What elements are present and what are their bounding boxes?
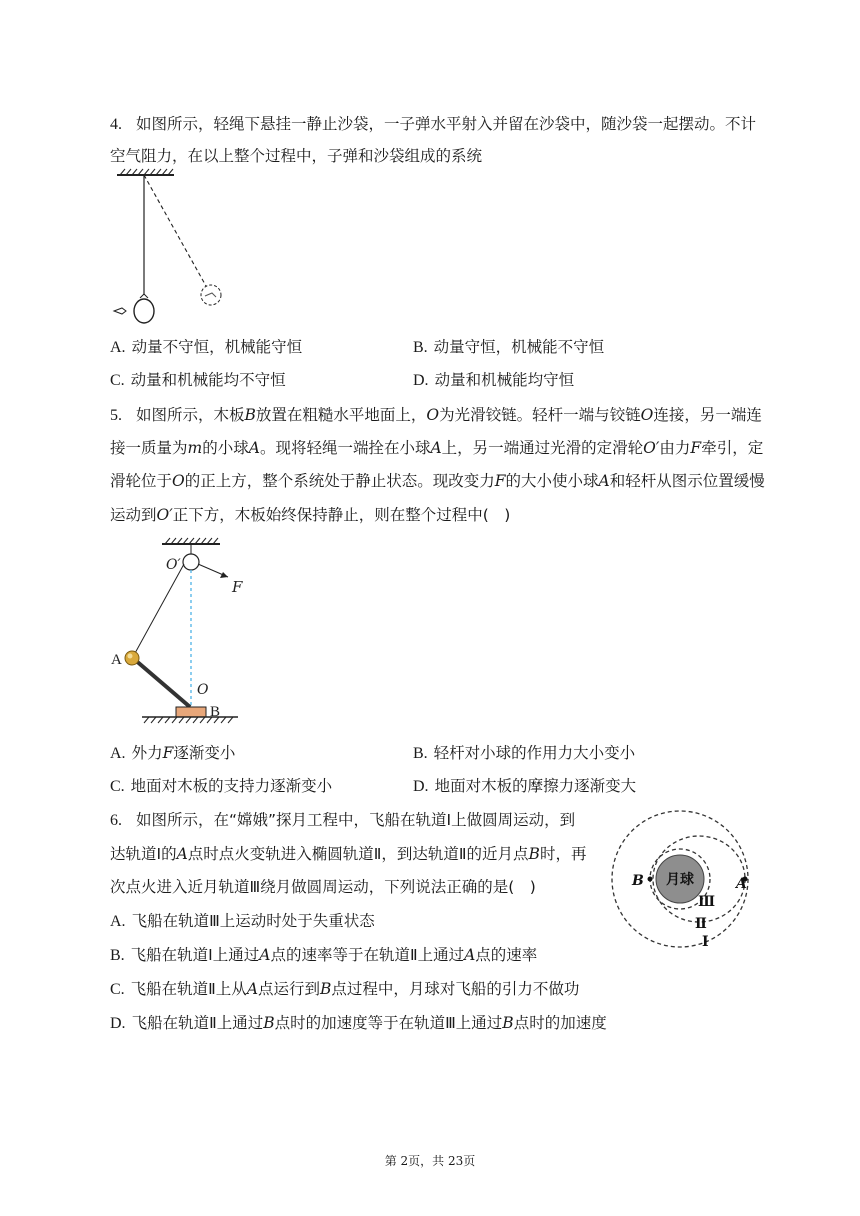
- label-f: F: [232, 578, 243, 596]
- moon-label: 月球: [666, 872, 694, 888]
- orbit-label-iii: Ⅲ: [698, 894, 716, 910]
- q6-option-b[interactable]: B. 飞船在轨道Ⅰ上通过A点的速率等于在轨道Ⅱ上通过A点的速率: [110, 946, 538, 964]
- orbit-label-ii: Ⅱ: [695, 916, 707, 932]
- q5-number: 5.: [110, 407, 122, 424]
- q4-number: 4.: [110, 116, 122, 133]
- page-footer: 第 2页，共 23页: [384, 1154, 476, 1168]
- q6-stem-line3: 次点火进入近月轨道Ⅲ绕月做圆周运动，下列说法正确的是( ): [110, 878, 536, 896]
- q4-stem-line1: 4. 如图所示，轻绳下悬挂一静止沙袋，一子弹水平射入并留在沙袋中，随沙袋一起摆动。不计: [110, 115, 757, 133]
- orbit-label-i: Ⅰ: [702, 934, 709, 950]
- q6-option-d[interactable]: D. 飞船在轨道Ⅱ上通过B点时的加速度等于在轨道Ⅲ上通过B点时的加速度: [110, 1014, 607, 1032]
- q5-option-b[interactable]: B. 轻杆对小球的作用力大小变小: [413, 744, 636, 762]
- orbit-label-b: B: [632, 873, 644, 889]
- q4-option-d[interactable]: D. 动量和机械能均守恒: [413, 371, 575, 389]
- orbit-label-a: A: [736, 876, 747, 892]
- q5-option-d[interactable]: D. 地面对木板的摩擦力逐渐变大: [413, 777, 637, 795]
- q6-option-a[interactable]: A. 飞船在轨道Ⅲ上运动时处于失重状态: [110, 912, 375, 930]
- q4-pendulum-figure: [112, 168, 232, 328]
- label-o-prime: O′: [166, 557, 181, 573]
- q6-option-c[interactable]: C. 飞船在轨道Ⅱ上从A点运行到B点过程中，月球对飞船的引力不做功: [110, 980, 580, 998]
- q5-option-a[interactable]: A. 外力F逐渐变小: [110, 744, 236, 762]
- q5-stem-line2: 接一质量为m的小球A。现将轻绳一端拴在小球A上，另一端通过光滑的定滑轮O′由力F牵引，定: [110, 439, 764, 457]
- q5-stem-line3: 滑轮位于O的正上方，整个系统处于静止状态。现改变力F的大小使小球A和轻杆从图示位置缓慢: [110, 472, 765, 490]
- label-a: A: [111, 652, 122, 668]
- q6-stem-line1: 6. 如图所示，在“嫦娥”探月工程中，飞船在轨道Ⅰ上做圆周运动，到: [110, 811, 576, 829]
- q4-option-a[interactable]: A. 动量不守恒，机械能守恒: [110, 338, 303, 356]
- q4-stem-line2: 空气阻力，在以上整个过程中，子弹和沙袋组成的系统: [110, 147, 483, 165]
- label-b: B: [210, 704, 221, 720]
- q5-option-c[interactable]: C. 地面对木板的支持力逐渐变小: [110, 777, 333, 795]
- q6-number: 6.: [110, 812, 122, 829]
- q4-option-c[interactable]: C. 动量和机械能均不守恒: [110, 371, 286, 389]
- q5-stem-line4: 运动到O′正下方，木板始终保持静止，则在整个过程中( ): [110, 506, 511, 524]
- q6-orbit-figure: [608, 802, 758, 952]
- label-o: O: [197, 682, 209, 698]
- q4-option-b[interactable]: B. 动量守恒，机械能不守恒: [413, 338, 605, 356]
- q5-rod-pulley-figure: [110, 537, 250, 732]
- q5-stem-line1: 5. 如图所示，木板B放置在粗糙水平地面上，O为光滑铰链。轻杆一端与铰链O连接，另一端连: [110, 406, 762, 424]
- q6-stem-line2: 达轨道Ⅰ的A点时点火变轨进入椭圆轨道Ⅱ，到达轨道Ⅱ的近月点B时，再: [110, 845, 587, 863]
